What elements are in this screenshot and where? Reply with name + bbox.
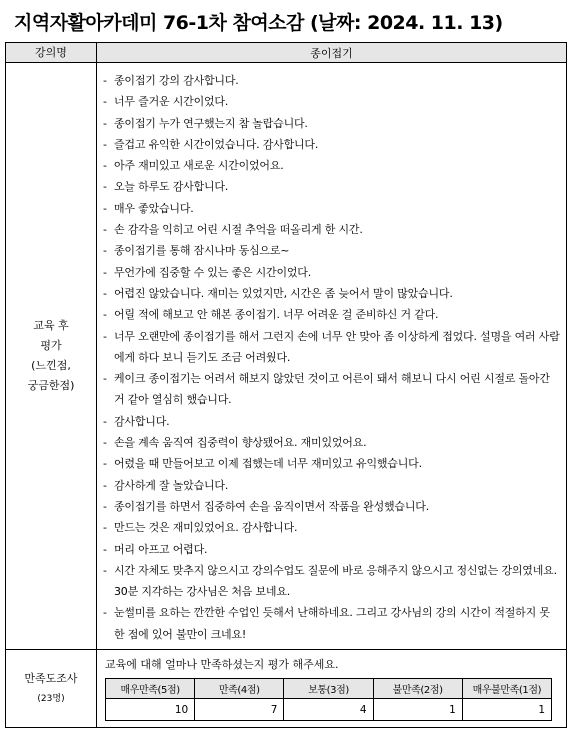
feedback-item: - 종이접기 강의 감사합니다.	[101, 70, 560, 91]
feedback-item: - 즐겁고 유익한 시간이었습니다. 감사합니다.	[101, 134, 560, 155]
feedback-item: - 손 감각을 익히고 어린 시절 추억을 떠올리게 한 시간.	[101, 219, 560, 240]
satisfaction-value: 1	[462, 699, 551, 721]
evaluation-label-line: (느낀점,	[31, 359, 71, 372]
feedback-item: - 오늘 하루도 감사합니다.	[101, 176, 560, 197]
feedback-item: - 시간 자체도 맞추지 않으시고 강의수업도 질문에 바로 응해주지 않으시고 정신없는 강의였네요. 30분 지각하는 강사님은 처음 보네요.	[101, 560, 560, 603]
satisfaction-column-header: 매우만족(5점)	[106, 679, 195, 699]
satisfaction-row	[6, 650, 567, 728]
header-row	[6, 43, 567, 63]
feedback-item: - 종이접기를 통해 잠시나마 동심으로~	[101, 240, 560, 261]
feedback-item: - 만드는 것은 재미있었어요. 감사합니다.	[101, 517, 560, 538]
page-title: 지역자활아카데미 76-1차 참여소감 (날짜: 2024. 11. 13)	[14, 12, 503, 34]
satisfaction-value: 4	[284, 699, 373, 721]
satisfaction-content	[97, 650, 567, 728]
feedback-item: - 머리 아프고 어렵다.	[101, 539, 560, 560]
feedback-item: - 너무 오랜만에 종이접기를 해서 그런지 손에 너무 안 맞아 좀 이상하게 접었다. 설명을 여러 사람에게 하다 보니 듣기도 조금 어려웠다.	[101, 326, 560, 369]
respondent-count: (23명)	[37, 693, 65, 704]
lecture-name-value: 종이접기	[97, 43, 567, 63]
feedback-item: - 너무 즐거운 시간이었다.	[101, 91, 560, 112]
evaluation-label-line: 평가	[40, 339, 62, 352]
feedback-item: - 매우 좋았습니다.	[101, 198, 560, 219]
feedback-item: - 종이접기 누가 연구했는지 참 놀랍습니다.	[101, 113, 560, 134]
satisfaction-values-row	[106, 699, 552, 721]
satisfaction-column-header: 만족(4점)	[195, 679, 284, 699]
satisfaction-value: 1	[373, 699, 462, 721]
feedback-item: - 케이크 종이접기는 어려서 해보지 않았던 것이고 어른이 돼서 해보니 다시 어린 시절로 돌아간 거 같아 열심히 했습니다.	[101, 368, 560, 411]
satisfaction-value: 7	[195, 699, 284, 721]
feedback-item: - 어릴 적에 해보고 안 해본 종이접기. 너무 어려운 걸 준비하신 거 같다.	[101, 304, 560, 325]
feedback-item: - 무언가에 집중할 수 있는 좋은 시간이었다.	[101, 262, 560, 283]
feedback-item: - 아주 재미있고 새로운 시간이었어요.	[101, 155, 560, 176]
feedback-item: - 어렵진 않았습니다. 재미는 있었지만, 시간은 좀 늦어서 말이 많았습니다.	[101, 283, 560, 304]
satisfaction-question: 교육에 대해 얼마나 만족하셨는지 평가 해주세요.	[105, 658, 339, 672]
evaluation-label-line: 궁금한점)	[27, 379, 75, 392]
feedback-item: - 감사하게 잘 놀았습니다.	[101, 475, 560, 496]
evaluation-content	[97, 63, 567, 650]
feedback-item: - 손을 계속 움직여 집중력이 향상됐어요. 재미있었어요.	[101, 432, 560, 453]
satisfaction-value: 10	[106, 699, 195, 721]
satisfaction-column-header: 매우불만족(1점)	[462, 679, 551, 699]
evaluation-row	[6, 63, 567, 650]
feedback-item: - 감사합니다.	[101, 411, 560, 432]
survey-table	[5, 42, 567, 728]
evaluation-label-line: 교육 후	[33, 319, 69, 332]
feedback-item: - 눈썰미를 요하는 깐깐한 수업인 듯해서 난해하네요. 그리고 강사님의 강의 시간이 적절하지 못한 점에 있어 불만이 크네요!	[101, 602, 560, 645]
satisfaction-table	[105, 678, 552, 721]
satisfaction-column-header: 보통(3점)	[284, 679, 373, 699]
evaluation-label	[6, 63, 97, 650]
feedback-item: - 종이접기를 하면서 집중하여 손을 움직이면서 작품을 완성했습니다.	[101, 496, 560, 517]
lecture-name-label: 강의명	[6, 43, 97, 63]
feedback-list	[101, 70, 560, 645]
satisfaction-label-text: 만족도조사	[24, 671, 78, 685]
satisfaction-column-header: 불만족(2점)	[373, 679, 462, 699]
feedback-item: - 어렸을 때 만들어보고 이제 접했는데 너무 재미있고 유익했습니다.	[101, 453, 560, 474]
satisfaction-label	[6, 650, 97, 728]
satisfaction-header-row	[106, 679, 552, 699]
